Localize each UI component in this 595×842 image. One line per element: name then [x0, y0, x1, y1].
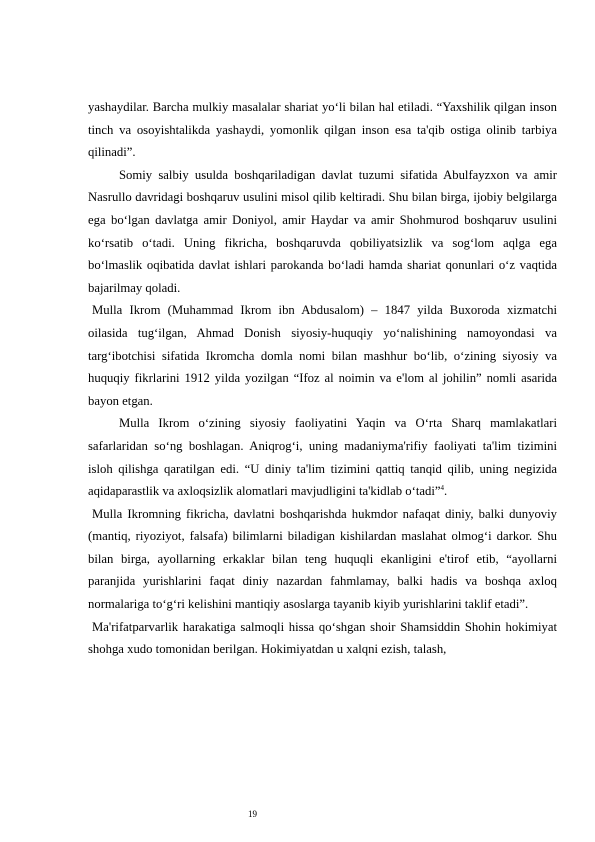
paragraph-3: Mulla Ikrom (Muhammad Ikrom ibn Abdusalom) – 1847 yilda Buxoroda xizmatchi oilasida tug‘ilgan, Ahmad Donish siyosiy-huquqiy yo‘nalishining namoyondasi va targ‘ibotchisi sifatida Ikromcha domla nomi bilan mashhur bo‘lib, o‘zining siyosiy va huquqiy fikrlarini 1912 yilda yozilgan “Ifoz al noimin va e'lom al johilin” nomli asarida bayon etgan. [88, 303, 557, 408]
page-number: 19 [248, 809, 257, 819]
paragraph-4-end: . [444, 484, 448, 499]
paragraph-4-text: Mulla Ikrom o‘zining siyosiy faoliyatini Yaqin va O‘rta Sharq mamlakatlari safarlaridan so‘ng boshlagan. Aniqrog‘i, uning madaniyma'rifiy faoliyati ta'lim tizimini isloh qilishga qaratilgan edi. “U diniy ta'lim tizimini qattiq tanqid qilib, uning negizida aqidaparastlik va axloqsizlik alomatlari mavjudligini ta'kidlab o‘tadi” [88, 416, 557, 499]
paragraph-2: Somiy salbiy usulda boshqariladigan davlat tuzumi sifatida Abulfayzxon va amir Nasrullo davridagi boshqaruv usulini misol qilib keltiradi. Shu bilan birga, ijobiy belgilarga ega bo‘lgan davlatga amir Doniyol, amir Haydar va amir Shohmurod boshqaruv usulini ko‘rsatib o‘tadi. Uning fikricha, boshqaruvda qobiliyatsizlik va sog‘lom aqlga ega bo‘lmaslik oqibatida davlat ishlari parokanda bo‘ladi hamda shariat qonunlari o‘z vaqtida bajarilmay qoladi. [88, 167, 557, 295]
paragraph-6: Ma'rifatparvarlik harakatiga salmoqli hissa qo‘shgan shoir Shamsiddin Shohin hokimiyat shohga xudo tomonidan berilgan. Hokimiyatdan u xalqni ezish, talash, [88, 619, 557, 657]
paragraph-1: yashaydilar. Barcha mulkiy masalalar shariat yo‘li bilan hal etiladi. “Yaxshilik qilgan inson tinch va osoyishtalikda yashaydi, yomonlik qilgan inson esa ta'qib ostiga olinib tarbiya qilinadi”. [88, 100, 557, 160]
paragraph-5: Mulla Ikromning fikricha, davlatni boshqarishda hukmdor nafaqat diniy, balki dunyoviy (mantiq, riyoziyot, falsafa) bilimlarni biladigan kishilardan maslahat olmog‘i darkor. Shu bilan birga, ayollarning erkaklar bilan teng huquqli ekanligini e'tirof etib, “ayollarni paranjida yurishlarini faqat diniy nazardan fahmlamay, balki hadis va boshqa axloq normalariga to‘g‘ri kelishini mantiqiy asoslarga tayanib kiyib yurishlarini taklif etadi”. [88, 506, 557, 612]
document-page [88, 96, 557, 661]
paragraph-4 [88, 412, 557, 502]
footnote-marker: 4 [440, 483, 444, 492]
